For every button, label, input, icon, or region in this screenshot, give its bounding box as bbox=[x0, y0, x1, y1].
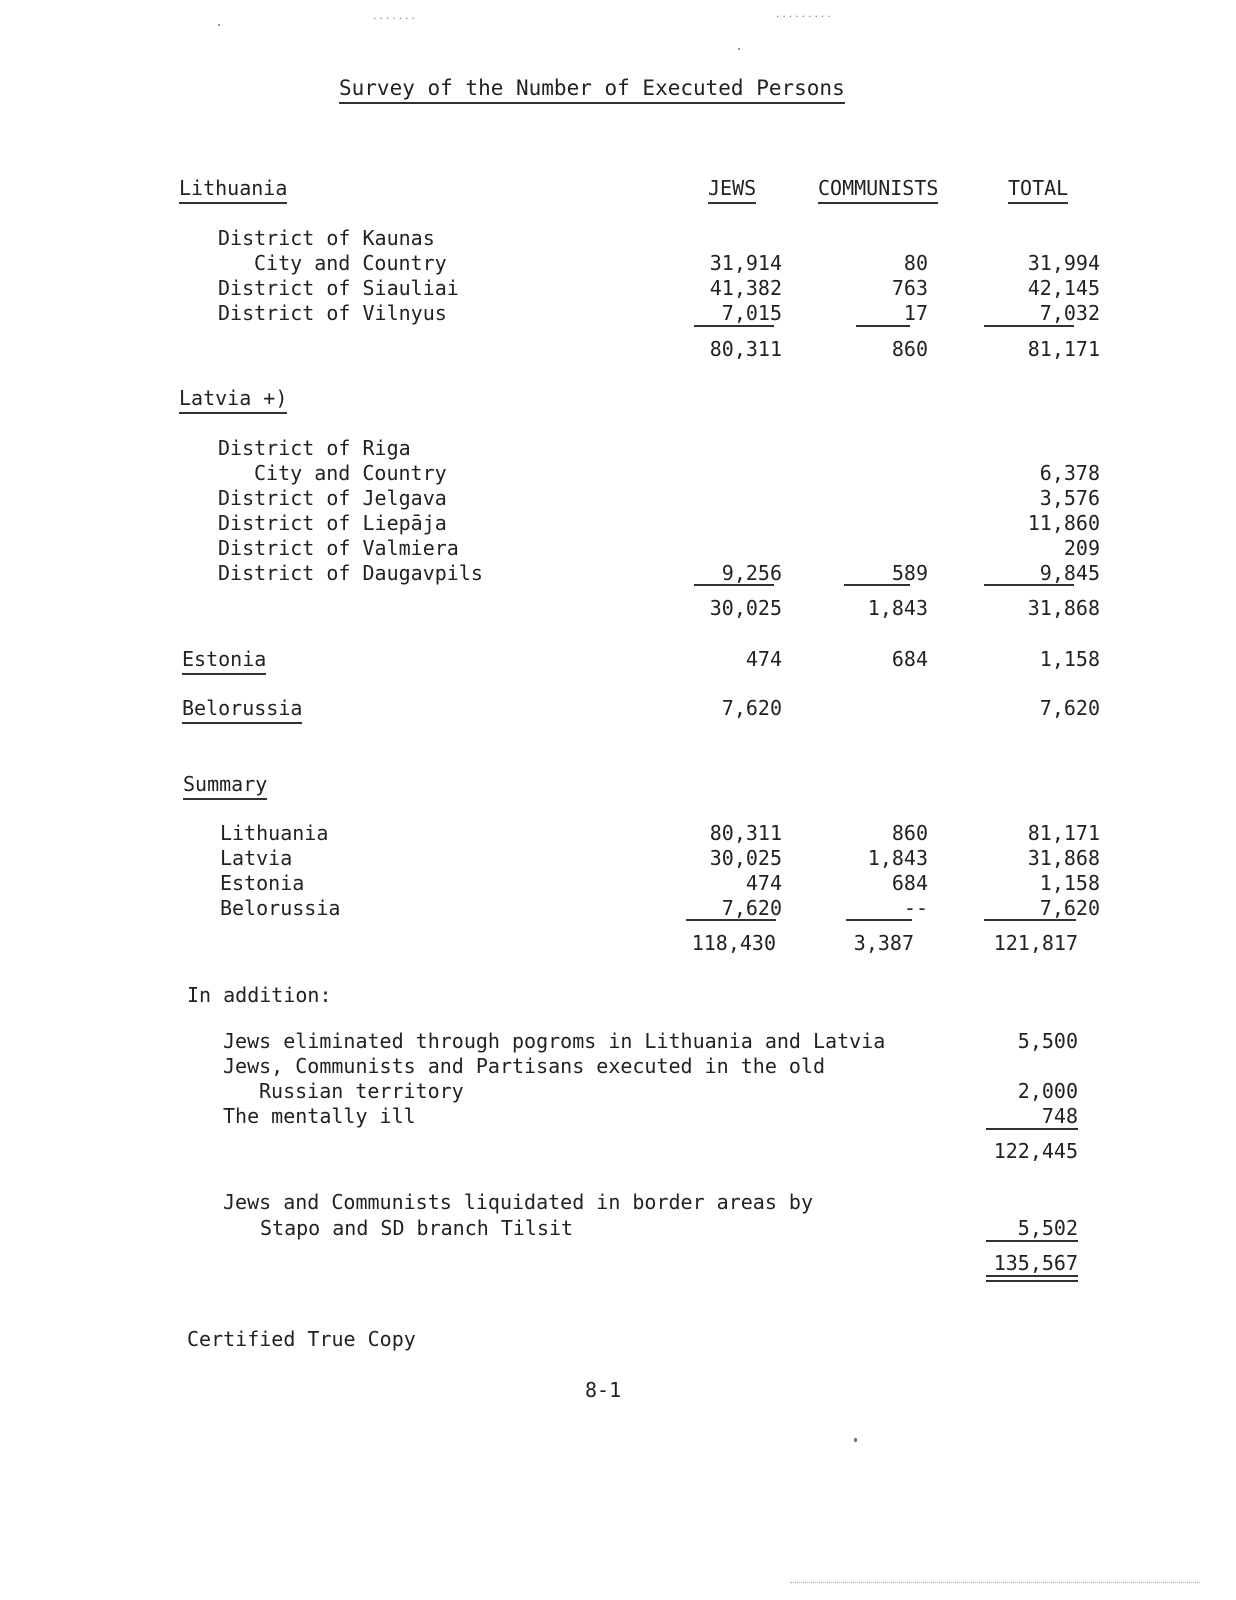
cell-communists: 1,843 bbox=[867, 846, 928, 870]
cell-total: 7,032 bbox=[1039, 301, 1100, 325]
cell-total: 6,378 bbox=[1039, 461, 1100, 485]
row-label: Belorussia bbox=[220, 896, 341, 920]
sum-rule bbox=[986, 1240, 1078, 1242]
cell-total: 42,145 bbox=[1027, 276, 1100, 300]
addition-line: Jews eliminated through pogroms in Lithuania and Latvia bbox=[223, 1029, 886, 1053]
subtotal-total: 31,868 bbox=[1027, 596, 1100, 620]
addition-value: 2,000 bbox=[1017, 1079, 1078, 1103]
cell-jews: 41,382 bbox=[709, 276, 782, 300]
cell-communists: 860 bbox=[891, 821, 928, 845]
sum-rule bbox=[686, 919, 776, 921]
sum-rule bbox=[694, 584, 774, 586]
row-label: District of Riga bbox=[218, 436, 411, 460]
row-label: Lithuania bbox=[220, 821, 329, 845]
cell-total: 81,171 bbox=[1027, 821, 1100, 845]
cell-communists: -- bbox=[903, 896, 928, 920]
page-title: Survey of the Number of Executed Persons bbox=[339, 76, 845, 104]
row-label: District of Siauliai bbox=[218, 276, 459, 300]
section-heading-belorussia: Belorussia bbox=[182, 696, 302, 724]
row-label: City and Country bbox=[254, 461, 447, 485]
row-label: District of Jelgava bbox=[218, 486, 447, 510]
addition-heading: In addition: bbox=[187, 983, 332, 1007]
addition-subtotal: 122,445 bbox=[993, 1139, 1078, 1163]
addition-line: Jews, Communists and Partisans executed in the old bbox=[223, 1054, 826, 1078]
addition-line: Jews and Communists liquidated in border areas by bbox=[223, 1190, 814, 1214]
cell-jews: 31,914 bbox=[709, 251, 782, 275]
cell-jews: 80,311 bbox=[709, 821, 782, 845]
certified-note: Certified True Copy bbox=[187, 1327, 416, 1351]
addition-line: Stapo and SD branch Tilsit bbox=[260, 1216, 574, 1240]
section-heading-lithuania: Lithuania bbox=[179, 176, 287, 204]
subtotal-communists: 860 bbox=[891, 337, 928, 361]
page-number: 8-1 bbox=[585, 1378, 622, 1402]
cell-total: 7,620 bbox=[1039, 896, 1100, 920]
total-communists: 3,387 bbox=[853, 931, 914, 955]
row-label: District of Liepāja bbox=[218, 511, 447, 535]
addition-line: The mentally ill bbox=[223, 1104, 416, 1128]
cell-jews: 7,015 bbox=[721, 301, 782, 325]
cell-communists: 684 bbox=[891, 871, 928, 895]
sum-rule bbox=[846, 919, 912, 921]
cell-total: 11,860 bbox=[1027, 511, 1100, 535]
row-label: Latvia bbox=[220, 846, 293, 870]
row-label: Estonia bbox=[220, 871, 305, 895]
section-heading-summary: Summary bbox=[183, 772, 267, 800]
header-mark-right: ......... bbox=[775, 10, 833, 20]
cell-communists: 17 bbox=[903, 301, 928, 325]
scan-speck bbox=[218, 24, 220, 26]
grand-total: 135,567 bbox=[993, 1251, 1078, 1275]
row-label: City and Country bbox=[254, 251, 447, 275]
column-header-jews: JEWS bbox=[708, 176, 756, 204]
cell-total: 1,158 bbox=[1039, 647, 1100, 671]
header-mark-left: ....... bbox=[372, 12, 417, 22]
grand-total-double-rule bbox=[986, 1275, 1078, 1282]
cell-total: 3,576 bbox=[1039, 486, 1100, 510]
cell-total: 1,158 bbox=[1039, 871, 1100, 895]
sum-rule bbox=[856, 325, 910, 327]
cell-total: 9,845 bbox=[1039, 561, 1100, 585]
subtotal-jews: 80,311 bbox=[709, 337, 782, 361]
sum-rule bbox=[984, 584, 1074, 586]
cell-total: 7,620 bbox=[1039, 696, 1100, 720]
column-header-total: TOTAL bbox=[1008, 176, 1068, 204]
cell-total: 31,868 bbox=[1027, 846, 1100, 870]
row-label: District of Vilnyus bbox=[218, 301, 447, 325]
sum-rule bbox=[694, 325, 774, 327]
cell-total: 209 bbox=[1063, 536, 1100, 560]
sum-rule bbox=[984, 325, 1074, 327]
cell-total: 31,994 bbox=[1027, 251, 1100, 275]
scan-speck bbox=[854, 1438, 857, 1442]
cell-jews: 30,025 bbox=[709, 846, 782, 870]
cell-jews: 9,256 bbox=[721, 561, 782, 585]
subtotal-total: 81,171 bbox=[1027, 337, 1100, 361]
sum-rule bbox=[986, 1128, 1078, 1130]
subtotal-jews: 30,025 bbox=[709, 596, 782, 620]
cell-communists: 80 bbox=[903, 251, 928, 275]
scan-edge-line bbox=[790, 1582, 1200, 1583]
cell-communists: 763 bbox=[891, 276, 928, 300]
addition-line: Russian territory bbox=[259, 1079, 464, 1103]
total-total: 121,817 bbox=[993, 931, 1078, 955]
cell-jews: 474 bbox=[745, 871, 782, 895]
sum-rule bbox=[844, 584, 910, 586]
addition-value: 5,502 bbox=[1017, 1216, 1078, 1240]
addition-value: 5,500 bbox=[1017, 1029, 1078, 1053]
cell-jews: 7,620 bbox=[721, 696, 782, 720]
scan-speck bbox=[738, 48, 740, 50]
section-heading-estonia: Estonia bbox=[182, 647, 266, 675]
cell-jews: 474 bbox=[745, 647, 782, 671]
row-label: District of Valmiera bbox=[218, 536, 459, 560]
section-heading-latvia: Latvia +) bbox=[179, 386, 287, 414]
subtotal-communists: 1,843 bbox=[867, 596, 928, 620]
row-label: District of Daugavpils bbox=[218, 561, 483, 585]
cell-communists: 589 bbox=[891, 561, 928, 585]
cell-jews: 7,620 bbox=[721, 896, 782, 920]
row-label: District of Kaunas bbox=[218, 226, 435, 250]
total-jews: 118,430 bbox=[691, 931, 776, 955]
addition-value: 748 bbox=[1041, 1104, 1078, 1128]
cell-communists: 684 bbox=[891, 647, 928, 671]
column-header-communists: COMMUNISTS bbox=[818, 176, 938, 204]
sum-rule bbox=[984, 919, 1076, 921]
